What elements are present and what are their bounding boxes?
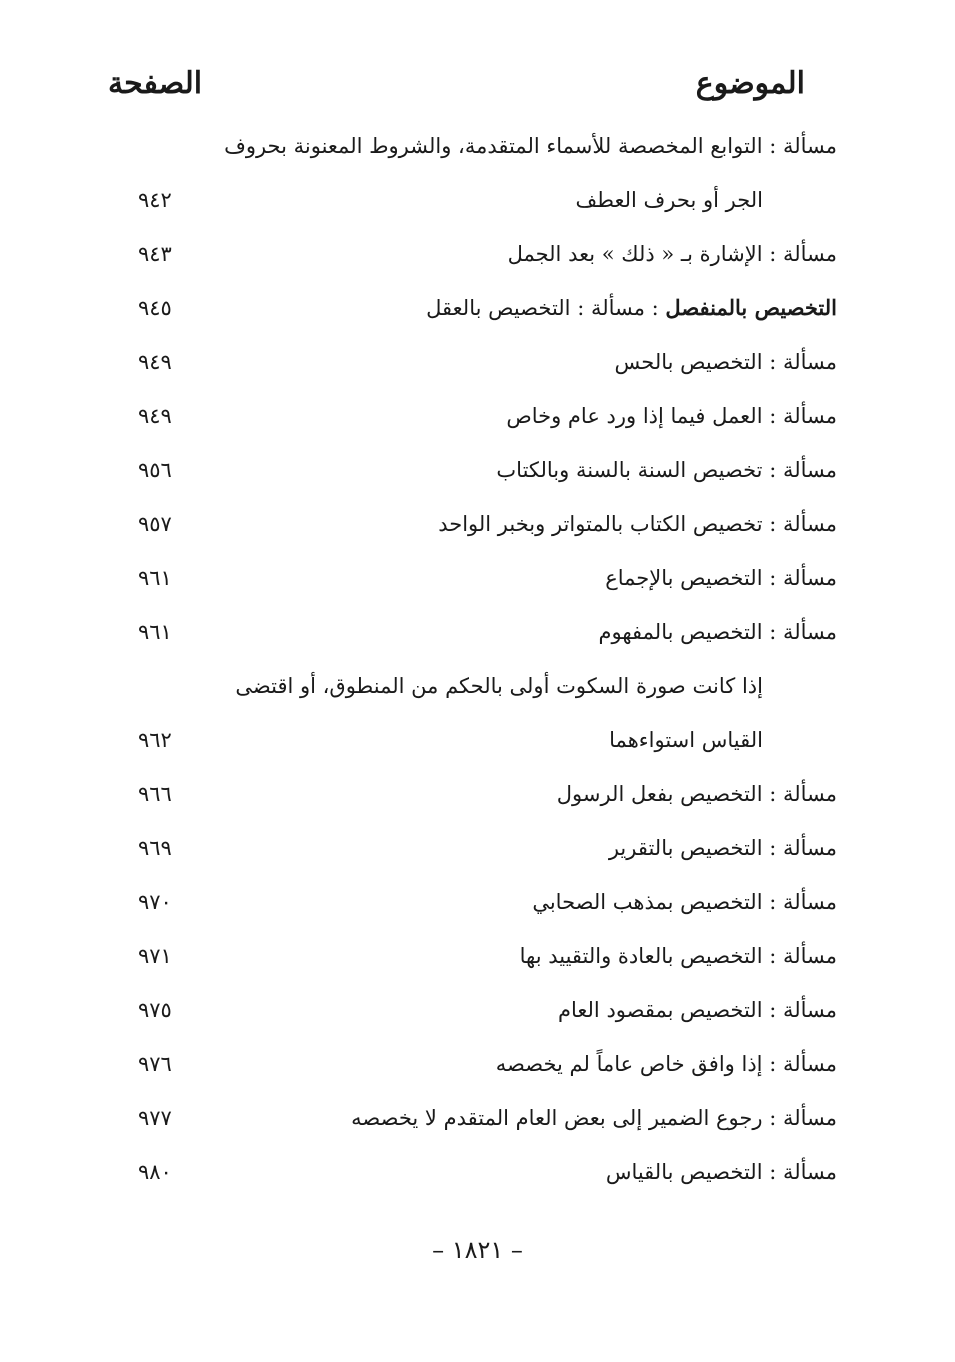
toc-row (0, 342, 955, 382)
toc-row (0, 180, 955, 220)
toc-entry-title: مسألة : التخصيص بالحس (614, 350, 837, 374)
toc-entry-page: ٩٤٩ (138, 404, 172, 428)
toc-entry-title: مسألة : التخصيص بالتقرير (608, 836, 837, 860)
toc-row (0, 666, 955, 706)
toc-entry-page: ٩٤٢ (138, 188, 172, 212)
toc-entry-page: ٩٧٧ (138, 1106, 172, 1130)
toc-entry-title: مسألة : التخصيص بالعادة والتقييد بها (519, 944, 837, 968)
toc-entry-page: ٩٤٣ (138, 242, 172, 266)
toc-entry-page: ٩٧٠ (138, 890, 172, 914)
toc-row (0, 990, 955, 1030)
toc-entry-page: ٩٤٥ (138, 296, 172, 320)
column-header-page: الصفحة (108, 66, 203, 101)
toc-row (0, 126, 955, 166)
toc-entry-page: ٩٧٦ (138, 1052, 172, 1076)
toc-row (0, 504, 955, 544)
toc-entry-page: ٩٦٩ (138, 836, 172, 860)
toc-entry-page: ٩٦٦ (138, 782, 172, 806)
column-header-topic: الموضوع (695, 66, 805, 101)
toc-entry-page: ٩٥٦ (138, 458, 172, 482)
page-number-footer: – ١٨٢١ – (432, 1236, 523, 1264)
toc-entry-page: ٩٦٢ (138, 728, 172, 752)
toc-entry-title: مسألة : تخصيص الكتاب بالمتواتر وبخبر الواحد (438, 512, 837, 536)
toc-entry-title: مسألة : التخصيص بالإجماع (605, 566, 837, 590)
toc-entry-title: مسألة : التخصيص بفعل الرسول (556, 782, 837, 806)
toc-entry-title: إذا كانت صورة السكوت أولى بالحكم من المنطوق، أو اقتضى (235, 674, 763, 698)
toc-row (0, 1098, 955, 1138)
toc-entry-title (426, 288, 837, 328)
toc-entry-title: مسألة : تخصيص السنة بالسنة وبالكتاب (496, 458, 837, 482)
toc-row (0, 396, 955, 436)
toc-entry-page: ٩٦١ (138, 620, 172, 644)
toc-row (0, 720, 955, 760)
toc-entry-title: مسألة : الإشارة بـ « ذلك » بعد الجمل (507, 242, 837, 266)
toc-entry-title: مسألة : العمل فيما إذا ورد عام وخاص (506, 404, 837, 428)
toc-entry-title: الجر أو بحرف العطف (575, 188, 763, 212)
toc-entry-page: ٩٥٧ (138, 512, 172, 536)
toc-entry-title: مسألة : التخصيص بالمفهوم (598, 620, 837, 644)
toc-row (0, 774, 955, 814)
toc-row (0, 1044, 955, 1084)
toc-entry-title: القياس استواءهما (609, 728, 763, 752)
toc-entry-page: ٩٤٩ (138, 350, 172, 374)
toc-entry-page: ٩٧٥ (138, 998, 172, 1022)
toc-row (0, 234, 955, 274)
toc-entry-page: ٩٧١ (138, 944, 172, 968)
toc-entry-title: مسألة : التوابع المخصصة للأسماء المتقدمة، والشروط المعنونة بحروف (224, 134, 837, 158)
toc-row (0, 288, 955, 328)
section-heading: التخصيص بالمنفصل (665, 295, 837, 320)
toc-row (0, 612, 955, 652)
toc-entry-title: مسألة : رجوع الضمير إلى بعض العام المتقدم لا يخصصه (351, 1106, 837, 1130)
toc-row (0, 882, 955, 922)
toc-row (0, 1152, 955, 1192)
toc-entry-subtitle: : مسألة : التخصيص بالعقل (426, 296, 659, 320)
toc-row (0, 558, 955, 598)
toc-row (0, 936, 955, 976)
toc-entry-title: مسألة : إذا وافق خاص عاماً لم يخصصه (495, 1052, 837, 1076)
toc-entry-title: مسألة : التخصيص بمقصود العام (558, 998, 837, 1022)
toc-entry-title: مسألة : التخصيص بمذهب الصحابي (532, 890, 837, 914)
toc-entry-page: ٩٦١ (138, 566, 172, 590)
toc-entry-page: ٩٨٠ (138, 1160, 172, 1184)
toc-entry-title: مسألة : التخصيص بالقياس (605, 1160, 837, 1184)
toc-row (0, 450, 955, 490)
toc-row (0, 828, 955, 868)
